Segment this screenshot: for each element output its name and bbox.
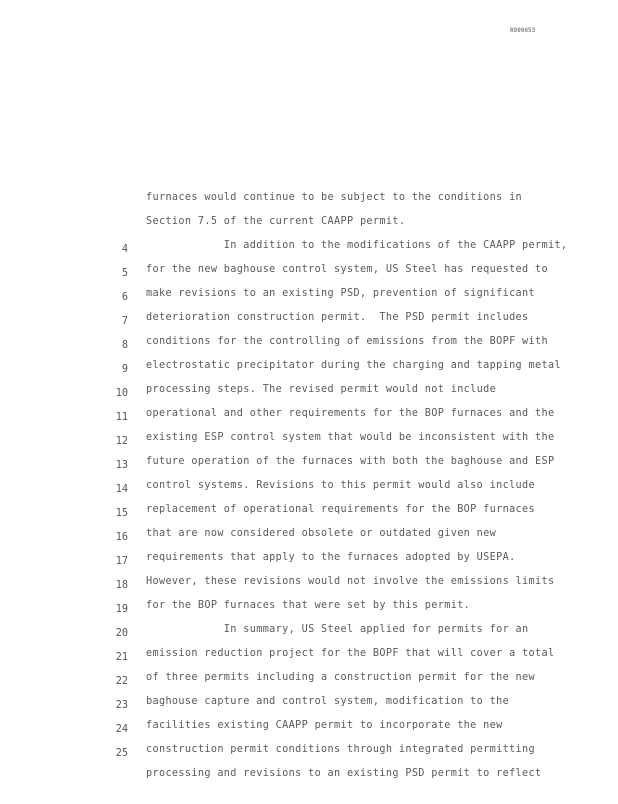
line-text: operational and other requirements for the BOP furnaces and the <box>146 408 555 419</box>
line-number: 21 <box>115 652 128 663</box>
line-text: baghouse capture and control system, modification to the <box>146 696 510 707</box>
line-number: 6 <box>121 292 128 303</box>
line-number: 8 <box>121 340 128 351</box>
line-number: 23 <box>115 700 128 711</box>
line-text: conditions for the controlling of emissions from the BOPF with <box>146 336 548 347</box>
line-number: 25 <box>115 748 128 759</box>
line-text: that are now considered obsolete or outdated given new <box>146 528 497 539</box>
line-number: 14 <box>115 484 128 495</box>
line-text: In summary, US Steel applied for permits for an <box>146 624 529 635</box>
line-text: existing ESP control system that would be inconsistent with the <box>146 432 555 443</box>
line-number: 22 <box>115 676 128 687</box>
line-text: replacement of operational requirements for the BOP furnaces <box>146 504 536 515</box>
line-number: 4 <box>121 244 128 255</box>
line-number: 15 <box>115 508 128 519</box>
line-number: 12 <box>115 436 128 447</box>
line-number: 17 <box>115 556 128 567</box>
page-number-stamp: R000653 <box>510 27 536 34</box>
line-text: In addition to the modifications of the CAAPP permit, <box>146 240 568 251</box>
line-text: furnaces would continue to be subject to the conditions in <box>146 192 523 203</box>
line-number: 5 <box>121 268 128 279</box>
line-text: facilities existing CAAPP permit to incorporate the new <box>146 720 503 731</box>
line-text: processing and revisions to an existing PSD permit to reflect <box>146 768 542 779</box>
line-number: 10 <box>115 388 128 399</box>
line-number: 19 <box>115 604 128 615</box>
line-text: electrostatic precipitator during the charging and tapping metal <box>146 360 561 371</box>
line-text: for the new baghouse control system, US Steel has requested to <box>146 264 548 275</box>
line-text: requirements that apply to the furnaces adopted by USEPA. <box>146 552 516 563</box>
line-number: 9 <box>121 364 128 375</box>
line-number: 24 <box>115 724 128 735</box>
line-text: Section 7.5 of the current CAAPP permit. <box>146 216 406 227</box>
line-text: future operation of the furnaces with both the baghouse and ESP <box>146 456 555 467</box>
line-text: control systems. Revisions to this permit would also include <box>146 480 536 491</box>
line-number: 13 <box>115 460 128 471</box>
line-text: emission reduction project for the BOPF that will cover a total <box>146 648 555 659</box>
line-text: construction permit conditions through integrated permitting <box>146 744 536 755</box>
transcript-line <box>0 148 618 203</box>
line-number: 7 <box>121 316 128 327</box>
line-text: of three permits including a construction permit for the new <box>146 672 536 683</box>
line-number: 11 <box>115 412 128 423</box>
line-text: processing steps. The revised permit would not include <box>146 384 497 395</box>
line-text: make revisions to an existing PSD, prevention of significant <box>146 288 536 299</box>
line-text: deterioration construction permit. The PSD permit includes <box>146 312 529 323</box>
line-number: 18 <box>115 580 128 591</box>
line-number: 20 <box>115 628 128 639</box>
line-number: 16 <box>115 532 128 543</box>
line-text: However, these revisions would not involve the emissions limits <box>146 576 555 587</box>
line-text: for the BOP furnaces that were set by this permit. <box>146 600 471 611</box>
